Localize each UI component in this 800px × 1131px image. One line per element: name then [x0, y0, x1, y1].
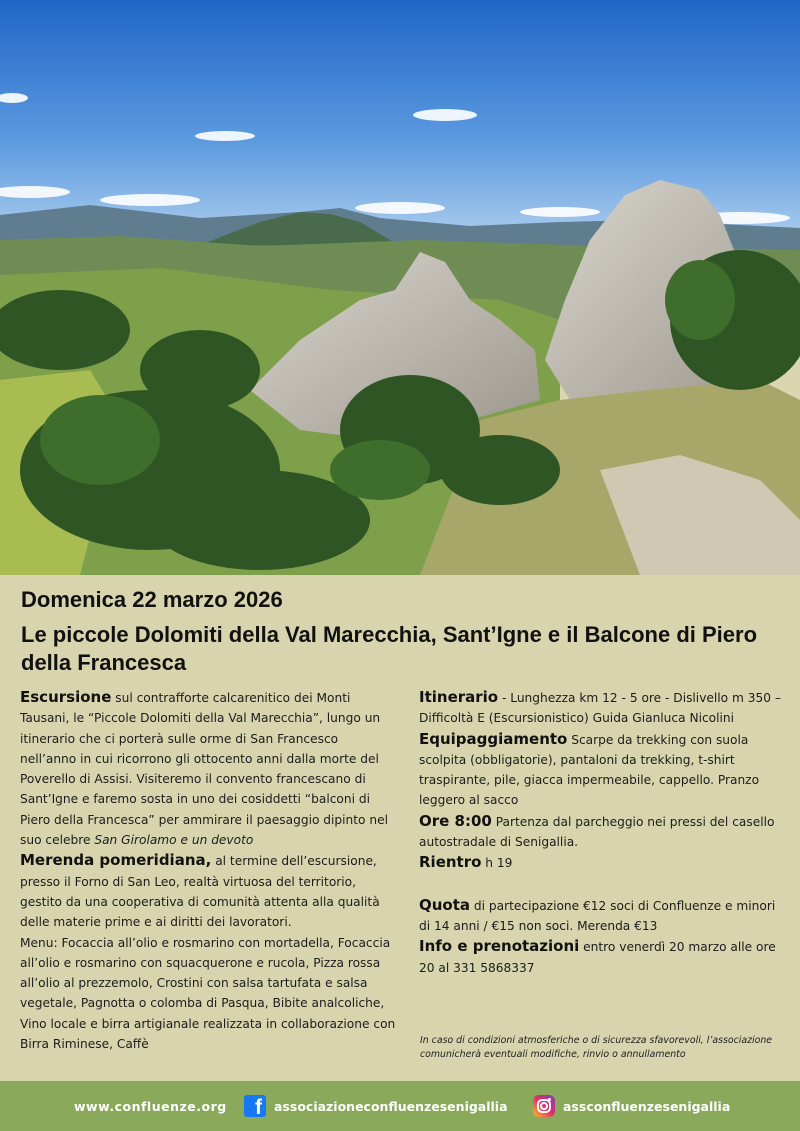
- description-column: [20, 687, 398, 1054]
- facebook-link[interactable]: [244, 1081, 508, 1131]
- event-date: Domenica 22 marzo 2026: [21, 587, 283, 612]
- details-column: [419, 687, 789, 978]
- rientro-keyword: Rientro: [419, 853, 482, 872]
- escursione-text: sul contrafforte calcarenitico dei Monti Tausani, le “Piccole Dolomiti della Val Marecchia”, lungo un itinerario che ci porterà sulle orme di San Francesco nell’anno in cui ricorrono gli ottocento anni dalla morte del Poverello di Assisi. Visiteremo il convento francescano di Sant’Igne e faremo sosta in uno dei cosiddetti “balconi di Piero della Francesca” per ammirare il paesaggio dipinto nel suo celebre: [20, 691, 388, 848]
- merenda-keyword: Merenda pomeridiana,: [20, 851, 212, 870]
- facebook-handle: associazioneconfluenzesenigallia: [274, 1098, 508, 1114]
- spacer: [419, 874, 789, 895]
- instagram-icon: [533, 1095, 555, 1117]
- event-info-panel: [0, 575, 800, 1081]
- facebook-icon: f: [244, 1095, 266, 1117]
- departure-text: Partenza dal parcheggio nei pressi del casello autostradale di Senigallia.: [419, 814, 775, 850]
- merenda-text: al termine dell’escursione, presso il Forno di San Leo, realtà virtuosa del territorio, gestito da una cooperativa di comunità attenta alla qualità delle materie prime e ai diritti dei lavoratori.: [20, 854, 380, 930]
- quota-keyword: Quota: [419, 895, 471, 914]
- equipaggiamento-keyword: Equipaggiamento: [419, 729, 568, 748]
- info-text: entro venerdì 20 marzo alle ore 20 al 331 5868337: [419, 940, 776, 975]
- escursione-paragraph: [20, 687, 398, 850]
- merenda-paragraph: [20, 850, 398, 932]
- itinerario-keyword: Itinerario: [419, 688, 499, 706]
- cancellation-note: In caso di condizioni atmosferiche o di sicurezza sfavorevoli, l’associazione comunicherà eventuali modifiche, rinvio o annullamento: [420, 1035, 773, 1060]
- info-paragraph: [419, 936, 789, 978]
- departure-time-keyword: Ore 8:00: [419, 811, 492, 830]
- painting-title: San Girolamo e un devoto: [94, 833, 254, 848]
- event-title: Le piccole Dolomiti della Val Marecchia, Sant’Igne e il Balcone di Piero della Francesca: [21, 622, 758, 675]
- itinerario-text: - Lunghezza km 12 - 5 ore - Dislivello m 350 – Difficoltà E (Escursionistico) Guida Gianluca Nicolini: [419, 691, 781, 726]
- equipaggiamento-text: Scarpe da trekking con suola scolpita (obbligatorie), pantaloni da trekking, t-shirt traspirante, pile, giacca impermeabile, cappello. Pranzo leggero al sacco: [419, 732, 760, 808]
- instagram-link[interactable]: [533, 1081, 730, 1131]
- instagram-handle: assconfluenzesenigallia: [563, 1098, 731, 1114]
- info-keyword: Info e prenotazioni: [419, 937, 580, 956]
- quota-text: di partecipazione €12 soci di Confluenze e minori di 14 anni / €15 non soci. Merenda €13: [419, 898, 776, 933]
- menu-paragraph: Menu: Focaccia all’olio e rosmarino con mortadella, Focaccia all’olio e rosmarino con squacquerone e rucola, Pizza rossa all’olio al prezzemolo, Crostini con salsa tartufata e salsa vegetale, Pagnotta o colomba di Pasqua, Bibite analcoliche, Vino locale e birra artigianale realizzata in collaborazione con Birra Riminese, Caffè: [20, 935, 396, 1052]
- footer-bar: [0, 1081, 800, 1131]
- itinerario-paragraph: [419, 687, 789, 729]
- website-link[interactable]: www.confluenze.org: [74, 1098, 227, 1114]
- equipaggiamento-paragraph: [419, 729, 789, 811]
- rientro-paragraph: [419, 852, 789, 873]
- departure-paragraph: [419, 811, 789, 853]
- quota-paragraph: [419, 895, 789, 937]
- rientro-text: h 19: [481, 856, 513, 871]
- escursione-keyword: Escursione: [20, 688, 112, 706]
